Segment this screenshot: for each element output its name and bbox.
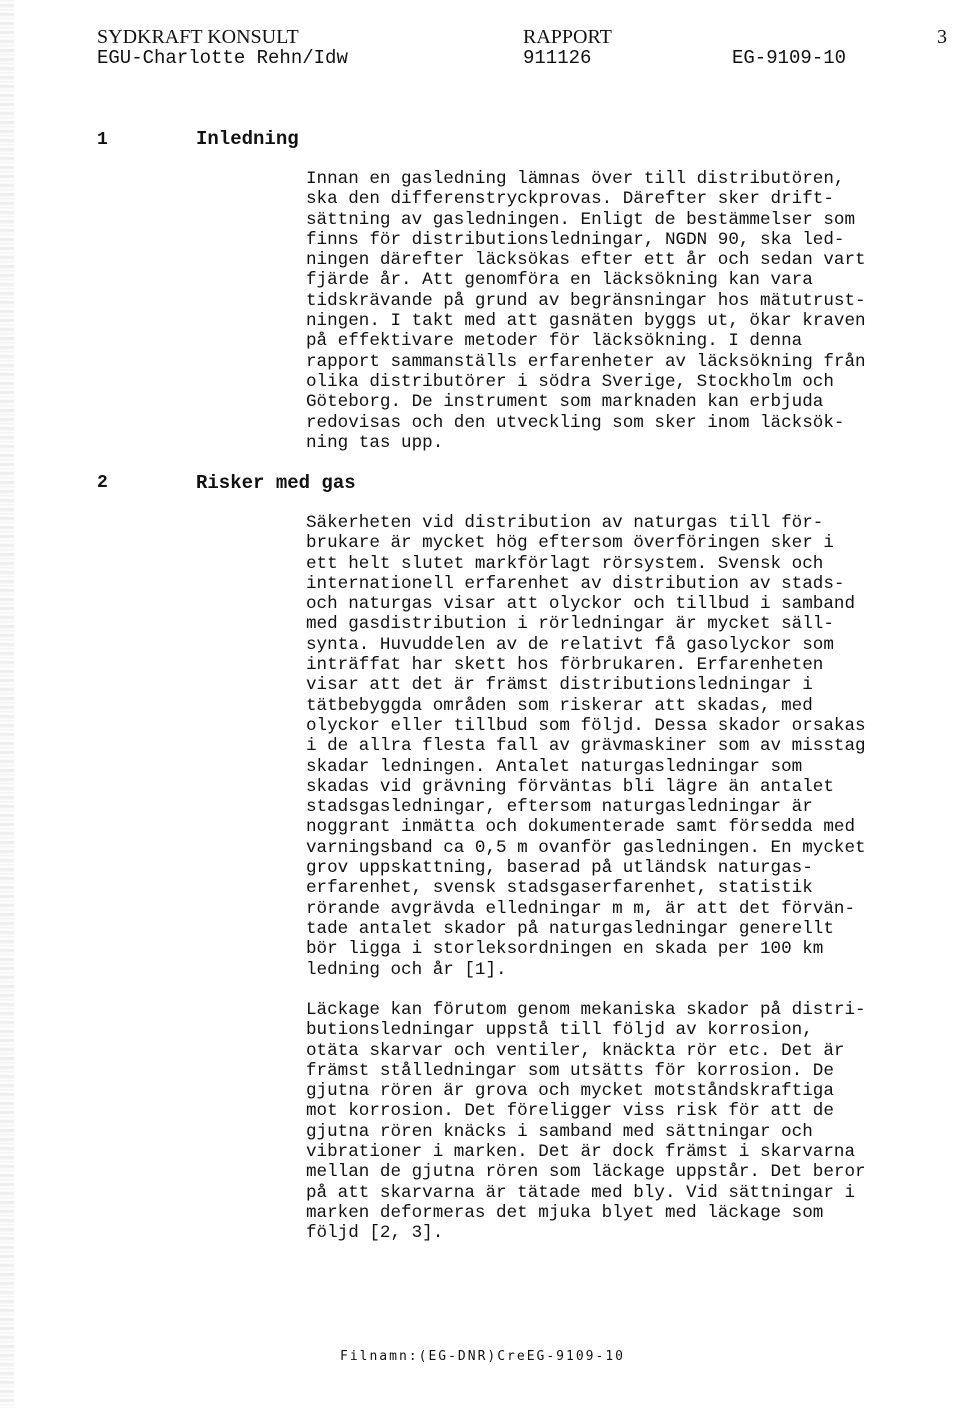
- text-line: butionsledningar uppstå till följd av korrosion,: [306, 1020, 813, 1041]
- text-line: ningen. I takt med att gasnäten byggs ut, ökar kraven: [306, 311, 866, 332]
- scan-edge-artifact: [0, 0, 14, 1408]
- text-line: marken deformeras det mjuka blyet med läckage som: [306, 1202, 824, 1223]
- text-line: internationell erfarenhet av distribution av stads-: [306, 573, 845, 594]
- text-line: gjutna rören är grova och mycket motståndskraftiga: [306, 1081, 834, 1102]
- text-line: fjärde år. Att genomföra en läcksökning kan vara: [306, 270, 813, 291]
- footer-filename: Filnamn:(EG-DNR)CreEG-9109-10: [340, 1349, 625, 1364]
- header-doc-number: EG-9109-10: [732, 47, 847, 69]
- text-line: Säkerheten vid distribution av naturgas till för-: [306, 513, 824, 533]
- text-line: och naturgas visar att olyckor och tillbud i samband: [306, 594, 856, 615]
- text-line: Innan en gasledning lämnas över till distributören,: [306, 169, 845, 189]
- text-line: Läckage kan förutom genom mekaniska skador på distri-: [306, 1000, 866, 1020]
- text-line: ett helt slutet markförlagt rörsystem. Svensk och: [306, 553, 824, 574]
- header-doc-type: RAPPORT: [523, 26, 612, 48]
- section-number: 1: [97, 130, 108, 150]
- text-line: på att skarvarna är tätade med bly. Vid sättningar i: [306, 1182, 856, 1203]
- paragraph-leakage: [306, 1000, 946, 1244]
- text-line: rapport sammanställs erfarenheter av läcksökning från: [306, 351, 866, 372]
- text-line: gjutna rören knäcks i samband med sättningar och: [306, 1121, 813, 1142]
- text-line: grov uppskattning, baserad på utländsk naturgas-: [306, 858, 813, 879]
- section-number: 2: [97, 473, 108, 493]
- text-line: redovisas och den utveckling som sker inom läcksök-: [306, 412, 845, 433]
- text-line: i de allra flesta fall av grävmaskiner som av misstag: [306, 736, 866, 757]
- text-line: finns för distributionsledningar, NGDN 90, ska led-: [306, 229, 845, 250]
- text-line: olika distributörer i södra Sverige, Stockholm och: [306, 371, 834, 392]
- text-line: rörande avgrävda elledningar m m, är att det förvän-: [306, 898, 856, 919]
- section-title: Inledning: [196, 128, 299, 150]
- text-line: ningen därefter läcksökas efter ett år och sedan vart: [306, 250, 866, 271]
- text-line: brukare är mycket hög eftersom överföringen sker i: [306, 533, 834, 554]
- text-line: tätbebyggda områden som riskerar att skadas, med: [306, 695, 813, 716]
- paragraph-introduction: [306, 169, 946, 453]
- text-line: tidskrävande på grund av begränsningar hos mätutrust-: [306, 290, 866, 311]
- text-line: sättning av gasledningen. Enligt de bestämmelser som: [306, 209, 856, 230]
- header-company: SYDKRAFT KONSULT: [97, 26, 299, 48]
- text-line: visar att det är främst distributionsledningar i: [306, 675, 813, 696]
- text-line: på effektivare metoder för läcksökning. I denna: [306, 331, 803, 352]
- text-line: erfarenhet, svensk stadsgaserfarenhet, statistik: [306, 878, 813, 899]
- text-line: varningsband ca 0,5 m ovanför gasledningen. En mycket: [306, 837, 866, 858]
- text-line: främst stålledningar som utsätts för korrosion. De: [306, 1060, 834, 1081]
- text-line: Göteborg. De instrument som marknaden kan erbjuda: [306, 392, 824, 413]
- text-line: ledning och år [1].: [306, 959, 507, 980]
- text-line: ning tas upp.: [306, 432, 444, 453]
- text-line: skadas vid grävning förväntas bli lägre än antalet: [306, 776, 834, 797]
- text-line: otäta skarvar och ventiler, knäckta rör etc. Det är: [306, 1040, 845, 1061]
- text-line: följd [2, 3].: [306, 1223, 444, 1244]
- section-title: Risker med gas: [196, 472, 356, 494]
- text-line: bör ligga i storleksordningen en skada per 100 km: [306, 939, 824, 960]
- text-line: vibrationer i marken. Det är dock främst i skarvarna: [306, 1142, 856, 1163]
- paragraph-safety: [306, 513, 946, 980]
- page-number: 3: [937, 26, 947, 48]
- text-line: med gasdistribution i rörledningar är mycket säll-: [306, 614, 834, 635]
- text-line: olyckor eller tillbud som följd. Dessa skador orsakas: [306, 715, 866, 736]
- header-date: 911126: [523, 47, 592, 69]
- text-line: noggrant inmätta och dokumenterade samt försedda med: [306, 817, 856, 838]
- text-line: ska den differenstryckprovas. Därefter sker drift-: [306, 189, 834, 210]
- text-line: skadar ledningen. Antalet naturgasledningar som: [306, 756, 803, 777]
- text-line: mot korrosion. Det föreligger viss risk för att de: [306, 1101, 834, 1122]
- text-line: synta. Huvuddelen av de relativt få gasolyckor som: [306, 634, 834, 655]
- text-line: stadsgasledningar, eftersom naturgasledningar är: [306, 797, 813, 818]
- text-line: tade antalet skador på naturgasledningar generellt: [306, 918, 834, 939]
- text-line: mellan de gjutna rören som läckage uppstår. Det beror: [306, 1162, 866, 1183]
- header-author: EGU-Charlotte Rehn/Idw: [97, 47, 348, 69]
- text-line: inträffat har skett hos förbrukaren. Erfarenheten: [306, 655, 824, 676]
